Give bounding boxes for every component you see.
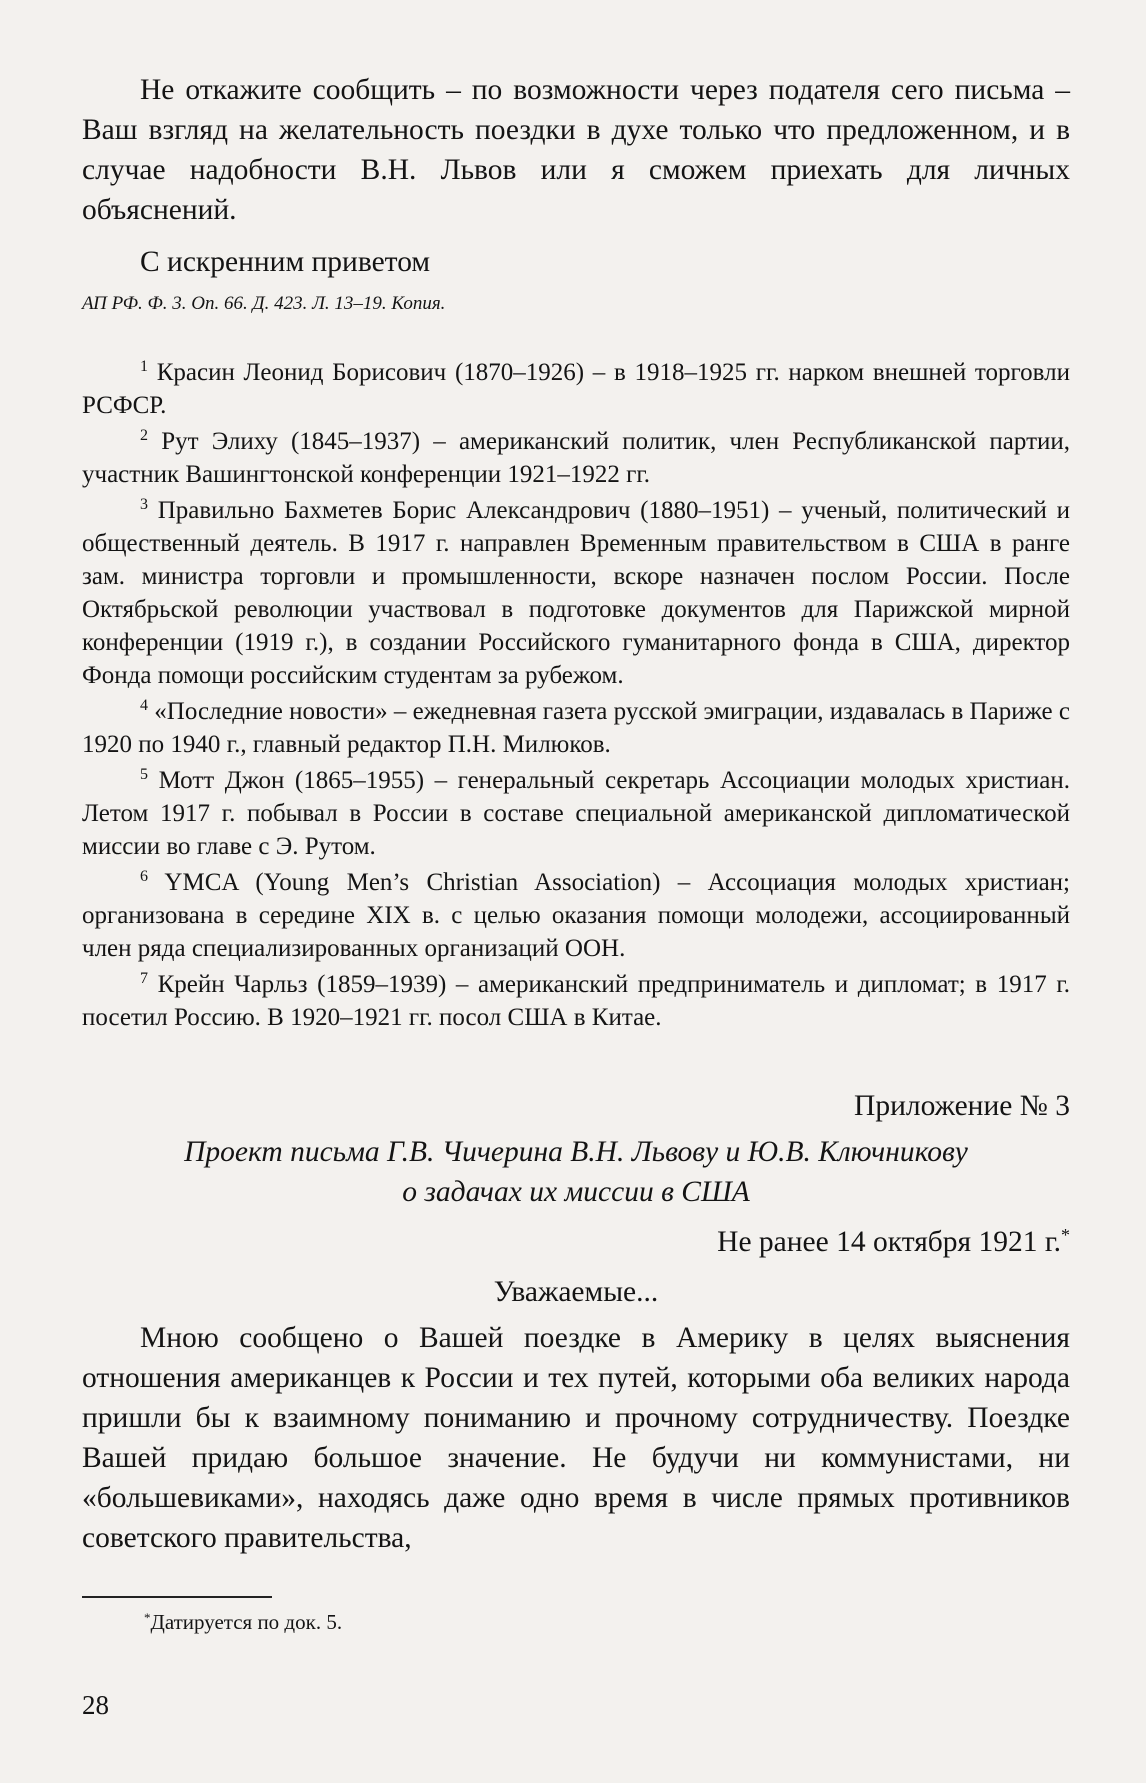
- endnote-number: 4: [140, 697, 148, 714]
- document-date: [82, 1222, 1070, 1262]
- page-number: 28: [82, 1690, 109, 1720]
- endnote-number: 2: [140, 427, 148, 444]
- endnote-text: Рут Элиху (1845–1937) – американский политик, член Республиканской партии, участник Вашингтонской конференции 1921–1922 гг.: [82, 428, 1070, 488]
- endnote-number: 7: [140, 970, 148, 987]
- page-content: [82, 70, 1070, 1636]
- endnote: [82, 695, 1070, 761]
- endnote-number: 1: [140, 358, 148, 375]
- greeting-line: С искренним приветом: [140, 246, 431, 278]
- endnote: [82, 425, 1070, 491]
- document-title: [82, 1132, 1070, 1212]
- endnote-text: Правильно Бахметев Борис Александрович (1880–1951) – ученый, политический и общественный деятель. В 1917 г. направлен Временным правительством в США в ранге зам. министра торговли и промышленности, вскоре назначен послом России. После Октябрьской революции участвовал в подготовке документов для Парижской мирной конференции (1919 г.), в создании Российского гуманитарного фонда в США, директор Фонда помощи российским студентам за рубежом.: [82, 497, 1071, 689]
- footnote: [144, 1608, 1070, 1636]
- endnote-number: 5: [140, 766, 148, 783]
- footnote-divider: [82, 1596, 272, 1598]
- archive-reference: АП РФ. Ф. 3. Оп. 66. Д. 423. Л. 13–19. Копия.: [82, 293, 446, 314]
- endnote-text: Мотт Джон (1865–1955) – генеральный секретарь Ассоциации молодых христиан. Летом 1917 г. побывал в России в составе специальной американской дипломатической миссии во главе с Э. Рутом.: [82, 767, 1071, 860]
- endnote-text: «Последние новости» – ежедневная газета русской эмиграции, издавалась в Париже с 1920 по 1940 г., главный редактор П.Н. Милюков.: [82, 698, 1070, 758]
- letter-closing-paragraph: Не откажите сообщить – по возможности через подателя сего письма – Ваш взгляд на желательность поездки в духе только что предложенном, и в случае надобности В.Н. Львов или я сможем приехать для личных объяснений.: [82, 74, 1070, 226]
- footnote-marker: *: [144, 1609, 151, 1625]
- document-date-text: Не ранее 14 октября 1921 г.: [717, 1226, 1061, 1258]
- endnote: [82, 356, 1070, 422]
- endnote: [82, 764, 1070, 863]
- endnote-text: Красин Леонид Борисович (1870–1926) – в 1918–1925 гг. нарком внешней торговли РСФСР.: [82, 359, 1070, 419]
- salutation: Уважаемые...: [493, 1276, 659, 1308]
- footnote-marker: *: [1061, 1225, 1070, 1245]
- footnote-text: Датируется по док. 5.: [150, 1609, 343, 1634]
- appendix-label: Приложение № 3: [854, 1090, 1070, 1122]
- endnotes: [82, 356, 1070, 1034]
- letter-body-paragraph: Мною сообщено о Вашей поездке в Америку в целях выяснения отношения американцев к России и тех путей, которыми оба великих народа пришли бы к взаимному пониманию и прочному сотрудничеству. Поездке Вашей придаю большое значение. Не будучи ни коммунистами, ни «большевиками», находясь даже одно время в числе прямых противников советского правительства,: [82, 1322, 1070, 1554]
- endnote-number: 3: [140, 496, 148, 513]
- endnote-text: YMCA (Young Men’s Christian Association) – Ассоциация молодых христиан; организована в середине XIX в. с целью оказания помощи молодежи, ассоциированный член ряда специализированных организаций ООН.: [82, 869, 1071, 962]
- endnote: [82, 968, 1070, 1034]
- endnote-number: 6: [140, 868, 148, 885]
- document-title-line: Проект письма Г.В. Чичерина В.Н. Львову и Ю.В. Ключникову: [184, 1136, 968, 1168]
- endnote: [82, 494, 1070, 692]
- endnote: [82, 866, 1070, 965]
- document-title-line: о задачах их миссии в США: [402, 1176, 750, 1208]
- endnote-text: Крейн Чарльз (1859–1939) – американский предприниматель и дипломат; в 1917 г. посетил Россию. В 1920–1921 гг. посол США в Китае.: [82, 971, 1071, 1031]
